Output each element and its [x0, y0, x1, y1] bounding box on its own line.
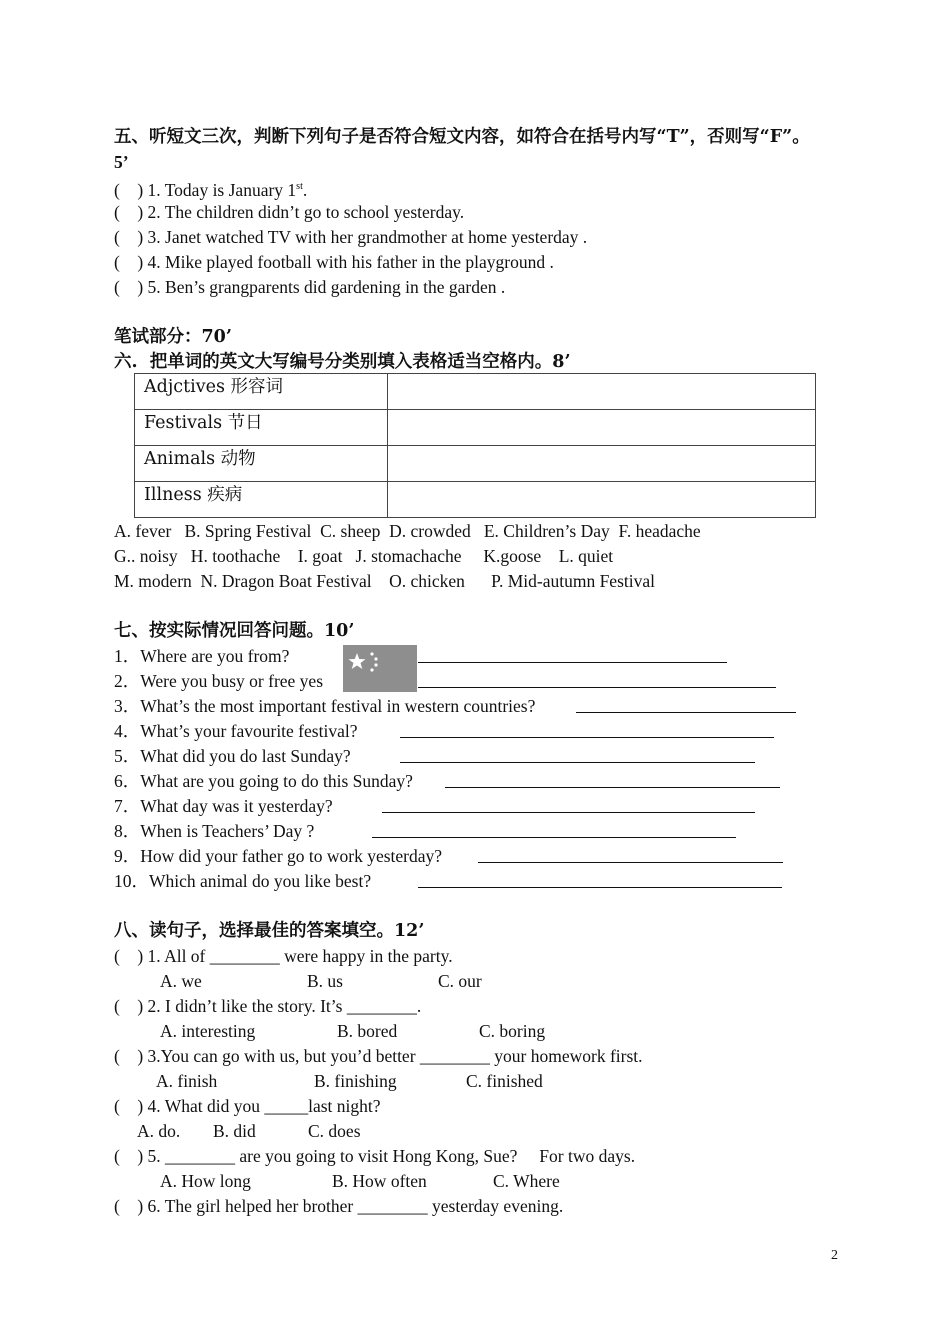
category-label: Animals 动物	[135, 446, 388, 482]
question: 1．Where are you from?	[114, 646, 290, 666]
question: 5．What did you do last Sunday?	[114, 746, 351, 766]
answer-blank[interactable]	[478, 847, 783, 863]
choice-question-stem: ( ) 6. The girl helped her brother ________ yesterday evening.	[114, 1196, 564, 1216]
answer-blank[interactable]	[418, 872, 782, 888]
answer-blank[interactable]	[418, 647, 727, 663]
section7-heading: 七、按实际情况回答问题。10’	[114, 621, 355, 641]
question: 3．What’s the most important festival in western countries?	[114, 696, 536, 716]
section6-heading: 六. 把单词的英文大写编号分类别填入表格适当空格内。8’	[114, 352, 571, 372]
option-a[interactable]: A. do.	[137, 1121, 181, 1141]
category-answer-cell[interactable]	[388, 446, 816, 482]
answer-blank[interactable]	[400, 722, 774, 738]
question: 6．What are you going to do this Sunday?	[114, 771, 413, 791]
category-answer-cell[interactable]	[388, 410, 816, 446]
choice-question-stem: ( ) 2. I didn’t like the story. It’s ________.	[114, 996, 422, 1016]
section5-heading: 五、听短文三次，判断下列句子是否符合短文内容，如符合在括号内写“T”，否则写“F”。	[114, 127, 810, 147]
option-a[interactable]: A. interesting	[160, 1021, 256, 1041]
option-c[interactable]: C. boring	[479, 1021, 546, 1041]
written-part-heading: 笔试部分：70’	[114, 327, 232, 347]
question: 9．How did your father go to work yesterday?	[114, 846, 443, 866]
category-table	[134, 373, 816, 518]
tf-item: ( ) 2. The children didn’t go to school yesterday.	[114, 202, 465, 222]
answer-blank[interactable]	[400, 747, 755, 763]
question: 4．What’s your favourite festival?	[114, 721, 358, 741]
choice-question-stem: ( ) 3.You can go with us, but you’d better ________ your homework first.	[114, 1046, 643, 1066]
category-label: Adjctives 形容词	[135, 374, 388, 410]
answer-blank[interactable]	[382, 797, 755, 813]
question: 10．Which animal do you like best?	[114, 871, 372, 891]
category-label: Illness 疾病	[135, 482, 388, 518]
option-b[interactable]: B. did	[213, 1121, 256, 1141]
category-label: Festivals 节日	[135, 410, 388, 446]
tf-item: ( ) 3. Janet watched TV with her grandmother at home yesterday .	[114, 227, 588, 247]
tf-item: ( ) 1. Today is January 1st.	[114, 179, 308, 200]
china-flag-icon	[343, 645, 417, 692]
option-b[interactable]: B. us	[307, 971, 343, 991]
choice-question-stem: ( ) 5. ________ are you going to visit Hong Kong, Sue? For two days.	[114, 1146, 636, 1166]
word-bank-line: G.. noisy H. toothache I. goat J. stomachache K.goose L. quiet	[114, 546, 614, 566]
option-c[interactable]: C. finished	[466, 1071, 543, 1091]
answer-blank[interactable]	[418, 672, 776, 688]
category-answer-cell[interactable]	[388, 482, 816, 518]
option-c[interactable]: C. Where	[493, 1171, 560, 1191]
page-number: 2	[831, 1248, 838, 1263]
option-a[interactable]: A. finish	[156, 1071, 218, 1091]
word-bank-line: A. fever B. Spring Festival C. sheep D. crowded E. Children’s Day F. headache	[114, 521, 701, 541]
option-a[interactable]: A. we	[160, 971, 202, 991]
answer-blank[interactable]	[445, 772, 780, 788]
section5-score: 5’	[114, 152, 129, 172]
choice-question-stem: ( ) 1. All of ________ were happy in the party.	[114, 946, 453, 966]
tf-item: ( ) 5. Ben’s grangparents did gardening in the garden .	[114, 277, 506, 297]
question: 2．Were you busy or free yes	[114, 671, 324, 691]
category-answer-cell[interactable]	[388, 374, 816, 410]
answer-blank[interactable]	[372, 822, 736, 838]
answer-blank[interactable]	[576, 697, 796, 713]
option-b[interactable]: B. How often	[332, 1171, 427, 1191]
word-bank-line: M. modern N. Dragon Boat Festival O. chicken P. Mid-autumn Festival	[114, 571, 655, 591]
option-c[interactable]: C. our	[438, 971, 482, 991]
tf-item: ( ) 4. Mike played football with his father in the playground .	[114, 252, 554, 272]
question: 7．What day was it yesterday?	[114, 796, 333, 816]
choice-question-stem: ( ) 4. What did you _____last night?	[114, 1096, 381, 1116]
question: 8．When is Teachers’ Day ?	[114, 821, 315, 841]
option-b[interactable]: B. finishing	[314, 1071, 397, 1091]
option-a[interactable]: A. How long	[160, 1171, 251, 1191]
option-c[interactable]: C. does	[308, 1121, 361, 1141]
option-b[interactable]: B. bored	[337, 1021, 398, 1041]
section8-heading: 八、读句子，选择最佳的答案填空。12’	[114, 921, 425, 941]
